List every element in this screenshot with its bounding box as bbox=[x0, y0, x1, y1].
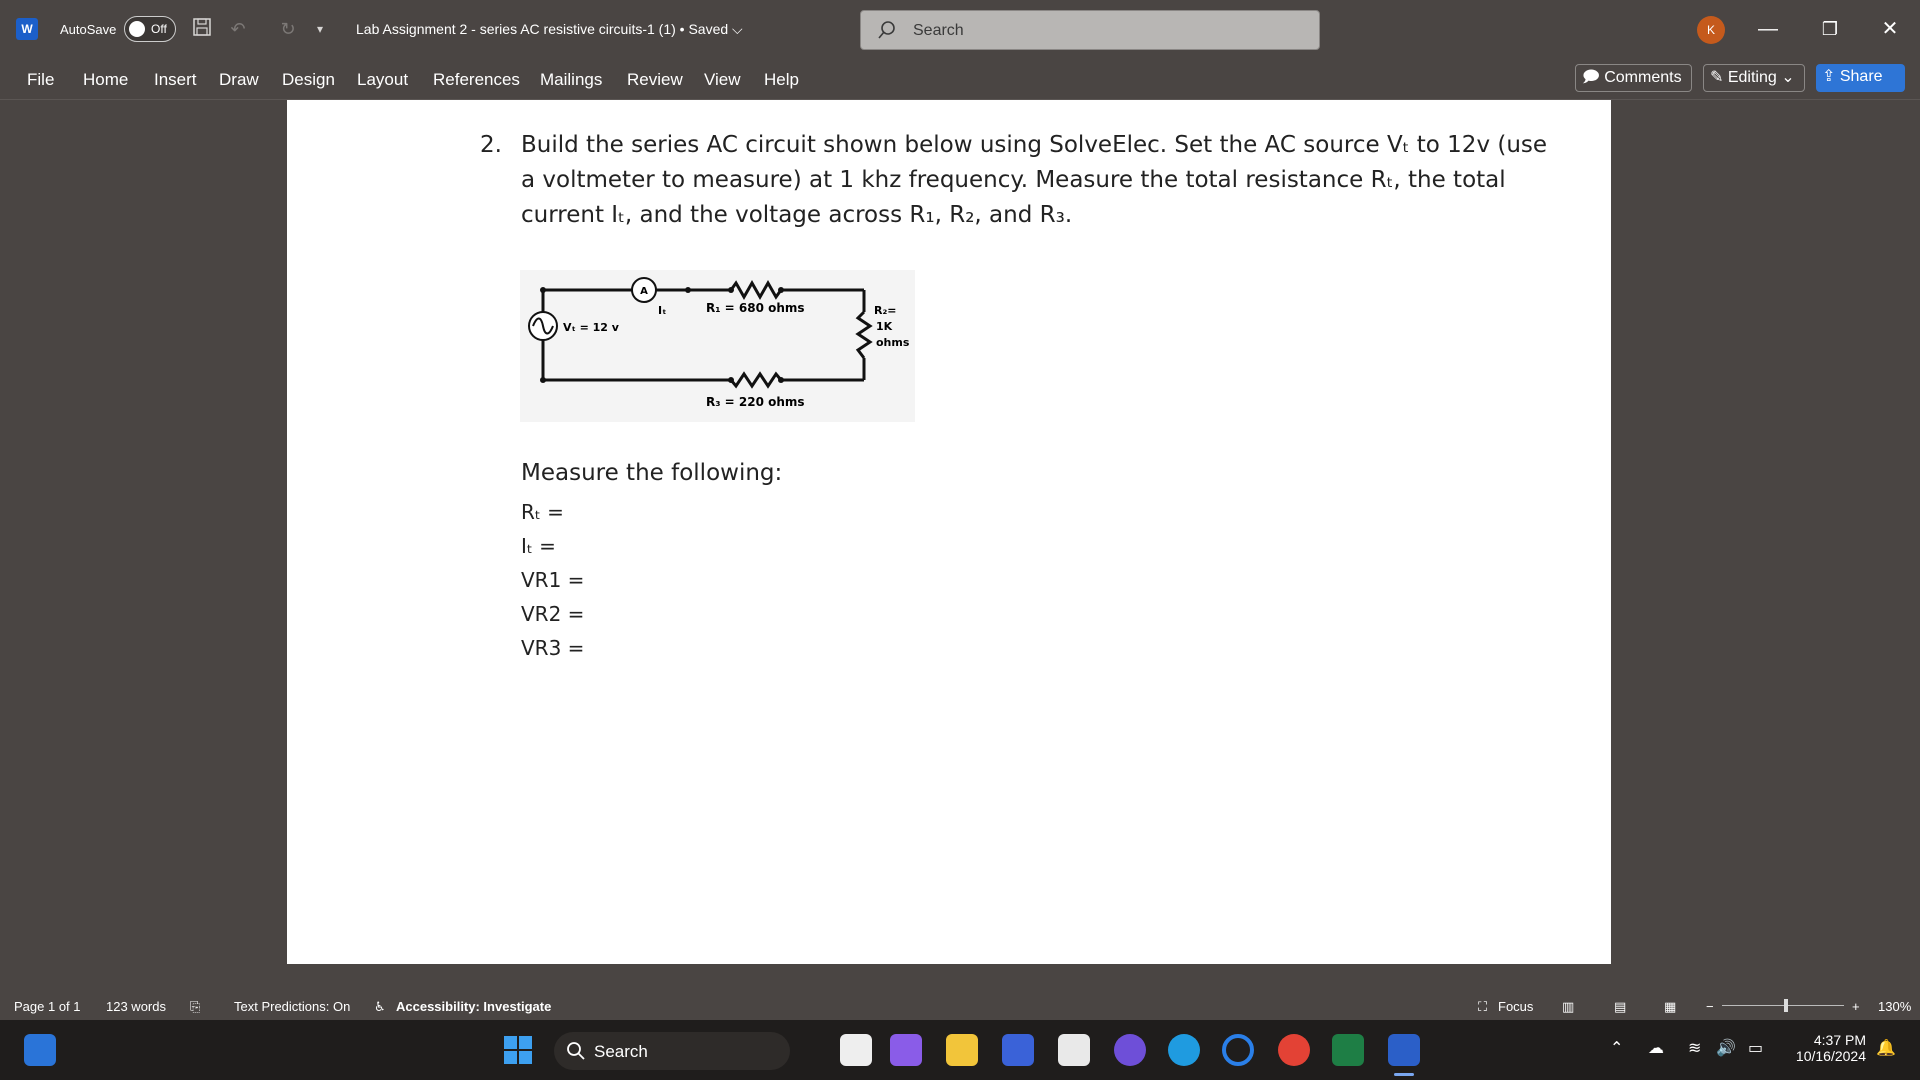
measure-vr2: VR2 = bbox=[521, 602, 585, 626]
chrome-icon[interactable] bbox=[1278, 1034, 1310, 1066]
r2-label-line1: R₂= bbox=[874, 304, 897, 317]
focus-icon: ⛶ bbox=[1478, 999, 1488, 1014]
start-icon[interactable] bbox=[502, 1034, 534, 1066]
word-icon[interactable] bbox=[1388, 1034, 1420, 1066]
node bbox=[728, 287, 734, 293]
volume-icon[interactable]: 🔊 bbox=[1716, 1040, 1736, 1057]
tab-insert[interactable]: Insert bbox=[154, 70, 197, 89]
r1-label: R₁ = 680 ohms bbox=[706, 301, 805, 315]
r3-label: R₃ = 220 ohms bbox=[706, 395, 805, 409]
measure-vr3: VR3 = bbox=[521, 636, 585, 660]
chevron-up-icon[interactable]: ⌃ bbox=[1610, 1040, 1624, 1057]
tab-home[interactable]: Home bbox=[83, 70, 129, 89]
app-icon[interactable] bbox=[1002, 1034, 1034, 1066]
title-bar bbox=[0, 0, 1920, 58]
measure-title: Measure the following: bbox=[521, 460, 783, 486]
question-line-1: Build the series AC circuit shown below using SolveElec. Set the AC source Vₜ to 12v (use bbox=[521, 132, 1548, 158]
task-view-icon[interactable] bbox=[840, 1034, 872, 1066]
file-explorer-icon[interactable] bbox=[946, 1034, 978, 1066]
search-placeholder: Search bbox=[913, 22, 964, 39]
share-label: Share bbox=[1839, 68, 1883, 85]
circuit-svg bbox=[520, 270, 915, 422]
zoom-in-icon[interactable]: + bbox=[1852, 999, 1860, 1014]
editing-label: Editing bbox=[1727, 69, 1777, 86]
circuit-diagram[interactable] bbox=[520, 270, 915, 422]
notification-icon[interactable]: 🔔 bbox=[1876, 1040, 1896, 1057]
question-line-2: a voltmeter to measure) at 1 khz frequency. Measure the total resistance Rₜ, the total bbox=[521, 167, 1506, 193]
restore-button[interactable]: ❐ bbox=[1821, 19, 1839, 39]
measure-vr1: VR1 = bbox=[521, 568, 585, 592]
resistor-r3 bbox=[731, 374, 781, 386]
onedrive-icon[interactable]: ☁ bbox=[1648, 1040, 1664, 1057]
word-count[interactable]: 123 words bbox=[106, 999, 166, 1014]
zoom-out-icon[interactable]: − bbox=[1706, 999, 1714, 1014]
focus-button[interactable]: Focus bbox=[1498, 999, 1534, 1014]
tab-layout[interactable]: Layout bbox=[357, 70, 409, 89]
close-button[interactable]: ✕ bbox=[1881, 18, 1899, 40]
wifi-icon[interactable]: ≋ bbox=[1688, 1040, 1702, 1057]
cortana-icon[interactable] bbox=[1222, 1034, 1254, 1066]
date: 10/16/2024 bbox=[1795, 1048, 1866, 1064]
accessibility-status[interactable]: Accessibility: Investigate bbox=[396, 999, 552, 1014]
chevron-down-icon: ⌄ bbox=[1776, 69, 1795, 86]
document-title[interactable]: Lab Assignment 2 - series AC resistive circuits-1 (1) • Saved ⌵ bbox=[356, 21, 743, 37]
zoom-slider-thumb[interactable] bbox=[1784, 999, 1788, 1012]
customize-toolbar-icon[interactable]: ▾ bbox=[316, 22, 324, 36]
search-icon bbox=[566, 1041, 586, 1061]
measure-rt: Rₜ = bbox=[521, 500, 564, 524]
time: 4:37 PM bbox=[1813, 1032, 1866, 1048]
avatar[interactable]: K bbox=[1697, 16, 1725, 44]
zoom-level[interactable]: 130% bbox=[1878, 999, 1912, 1014]
web-layout-icon[interactable]: ▦ bbox=[1664, 999, 1677, 1014]
node bbox=[728, 377, 734, 383]
tab-review[interactable]: Review bbox=[627, 70, 683, 89]
share-button[interactable] bbox=[1816, 64, 1905, 92]
redo-icon[interactable]: ↻ bbox=[280, 19, 296, 39]
node bbox=[540, 287, 546, 293]
accessibility-icon: ♿ bbox=[374, 999, 386, 1014]
current-label: Iₜ bbox=[658, 304, 667, 317]
text-predictions[interactable]: Text Predictions: On bbox=[234, 999, 351, 1014]
edge-icon[interactable] bbox=[1168, 1034, 1200, 1066]
pencil-icon: ✎ bbox=[1710, 69, 1728, 86]
node bbox=[685, 287, 691, 293]
question-number: 2. bbox=[480, 132, 502, 158]
minimize-button[interactable]: — bbox=[1758, 18, 1778, 40]
node bbox=[778, 377, 784, 383]
page-count[interactable]: Page 1 of 1 bbox=[14, 999, 81, 1014]
battery-icon[interactable]: ▭ bbox=[1748, 1040, 1764, 1057]
autosave-state: Off bbox=[151, 22, 167, 36]
taskbar-search[interactable] bbox=[554, 1032, 790, 1070]
resistor-r1 bbox=[731, 283, 781, 297]
resistor-r2 bbox=[858, 312, 870, 358]
question-line-3: current Iₜ, and the voltage across R₁, R₂, and R₃. bbox=[521, 202, 1073, 228]
r2-label-line2: 1K bbox=[876, 320, 893, 333]
tab-design[interactable]: Design bbox=[282, 70, 335, 89]
comment-icon: 🗩 bbox=[1582, 69, 1605, 86]
zoom-slider[interactable] bbox=[1722, 1005, 1844, 1006]
r2-label-line3: ohms bbox=[876, 336, 910, 349]
node bbox=[778, 287, 784, 293]
search-box[interactable] bbox=[860, 10, 1320, 50]
node bbox=[540, 377, 546, 383]
status-bar bbox=[0, 993, 1920, 1017]
tab-file[interactable]: File bbox=[27, 70, 55, 89]
ammeter-label: A bbox=[640, 286, 648, 297]
comments-label: Comments bbox=[1604, 69, 1682, 86]
toggle-knob bbox=[129, 21, 145, 37]
taskbar bbox=[0, 1020, 1920, 1080]
tab-help[interactable]: Help bbox=[764, 70, 799, 89]
share-icon: ⇪ bbox=[1822, 68, 1840, 85]
source-label: Vₜ = 12 v bbox=[563, 321, 619, 334]
tab-draw[interactable]: Draw bbox=[219, 70, 259, 89]
tab-view[interactable]: View bbox=[704, 70, 741, 89]
save-icon[interactable] bbox=[190, 17, 214, 41]
read-mode-icon[interactable]: ▥ bbox=[1562, 999, 1575, 1014]
comments-button[interactable] bbox=[1575, 64, 1692, 92]
widgets-icon[interactable] bbox=[24, 1034, 56, 1066]
tab-mailings[interactable]: Mailings bbox=[540, 70, 603, 89]
editing-button[interactable] bbox=[1703, 64, 1805, 92]
autosave-toggle[interactable] bbox=[124, 16, 176, 42]
undo-icon[interactable]: ↶ bbox=[230, 19, 246, 39]
search-icon bbox=[877, 20, 897, 40]
taskbar-search-label: Search bbox=[594, 1042, 648, 1061]
store-icon[interactable] bbox=[1058, 1034, 1090, 1066]
app-icon[interactable] bbox=[1114, 1034, 1146, 1066]
word-logo-icon: W bbox=[16, 18, 38, 40]
excel-icon[interactable] bbox=[1332, 1034, 1364, 1066]
tab-references[interactable]: References bbox=[433, 70, 520, 89]
document-page[interactable] bbox=[287, 100, 1611, 964]
clock[interactable] bbox=[1786, 1032, 1866, 1064]
print-layout-icon[interactable]: ▤ bbox=[1614, 999, 1627, 1014]
proofing-icon[interactable]: ⎘ bbox=[190, 999, 201, 1014]
autosave-label: AutoSave bbox=[60, 22, 117, 37]
active-app-indicator bbox=[1394, 1073, 1414, 1076]
copilot-icon[interactable] bbox=[890, 1034, 922, 1066]
measure-it: Iₜ = bbox=[521, 534, 556, 558]
